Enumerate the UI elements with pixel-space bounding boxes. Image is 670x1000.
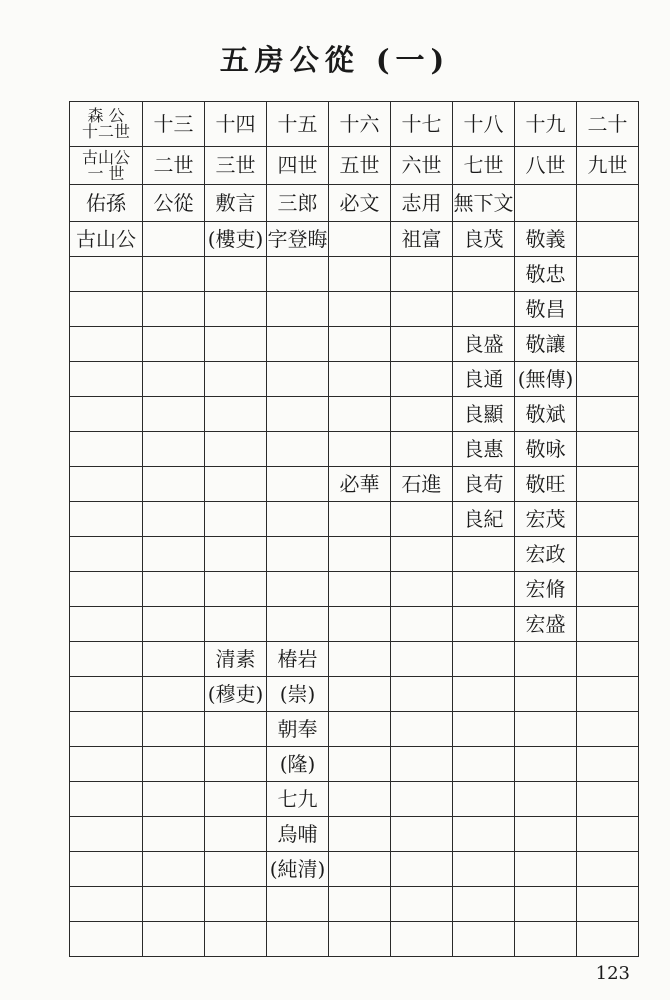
table-cell [205,607,267,642]
table-cell [391,572,453,607]
generation-cell: 六世 [391,147,453,185]
table-cell [453,292,515,327]
table-cell: (樓吏) [205,222,267,257]
table-cell [391,817,453,852]
table-cell [70,922,143,957]
table-cell [205,922,267,957]
table-cell [143,257,205,292]
table-cell [267,887,329,922]
generation-cell: 九世 [577,147,639,185]
table-cell [267,922,329,957]
table-cell [205,397,267,432]
table-cell [391,397,453,432]
table-cell [329,607,391,642]
table-cell [577,397,639,432]
name-cell: 無下文 [453,185,515,222]
table-cell [515,747,577,782]
generation-label-line: 一 世 [87,163,125,183]
table-row [70,327,639,362]
table-cell [515,922,577,957]
table-cell [391,852,453,887]
table-cell: 烏哺 [267,817,329,852]
table-cell [329,362,391,397]
table-cell [329,712,391,747]
table-cell [391,327,453,362]
table-cell [329,817,391,852]
table-row [70,782,639,817]
table-cell [453,712,515,747]
table-cell: 良盛 [453,327,515,362]
name-cell: 敷言 [205,185,267,222]
table-cell [267,607,329,642]
table-cell: 古山公 [70,222,143,257]
table-cell [329,572,391,607]
table-cell [205,817,267,852]
table-cell [515,852,577,887]
table-cell: 必華 [329,467,391,502]
table-cell [577,782,639,817]
table-cell [515,817,577,852]
table-cell [267,257,329,292]
table-cell [391,292,453,327]
table-cell [205,467,267,502]
table-cell [453,922,515,957]
table-cell [329,432,391,467]
table-cell [143,572,205,607]
table-cell: 敬義 [515,222,577,257]
name-cell [515,185,577,222]
table-cell: 宏政 [515,537,577,572]
table-cell: (純清) [267,852,329,887]
table-cell [453,852,515,887]
table-cell [329,747,391,782]
table-cell [143,817,205,852]
table-row [70,922,639,957]
table-cell: 祖富 [391,222,453,257]
table-row [70,852,639,887]
table-cell: (崇) [267,677,329,712]
table-cell [205,502,267,537]
table-cell: 敬斌 [515,397,577,432]
table-cell [453,887,515,922]
generation-label-line: 古山公 [81,147,130,167]
generation-cell: 十五 [267,102,329,147]
table-cell [391,782,453,817]
table-cell [143,537,205,572]
table-cell [329,782,391,817]
table-cell [577,922,639,957]
table-cell [329,642,391,677]
table-cell [70,502,143,537]
table-cell [329,677,391,712]
name-cell: 佑孫 [70,185,143,222]
table-cell [70,467,143,502]
table-cell [577,362,639,397]
table-cell: 宏盛 [515,607,577,642]
table-row [70,642,639,677]
table-cell [329,397,391,432]
table-cell [453,642,515,677]
table-cell [70,747,143,782]
table-cell [143,502,205,537]
table-row [70,747,639,782]
generation-cell: 十六 [329,102,391,147]
table-row [70,257,639,292]
table-cell [515,677,577,712]
table-cell [577,327,639,362]
table-row [70,292,639,327]
table-cell [577,817,639,852]
generation-label [70,102,143,147]
table-cell [329,222,391,257]
table-cell [329,922,391,957]
table-cell: 良惠 [453,432,515,467]
table-cell: 良顯 [453,397,515,432]
table-cell [205,572,267,607]
table-cell [453,607,515,642]
generation-label-line: 森 公 [87,106,125,125]
table-cell [70,572,143,607]
table-cell [70,817,143,852]
table-cell [391,537,453,572]
table-cell [577,712,639,747]
table-row [70,362,639,397]
table-row [70,432,639,467]
table-cell [267,397,329,432]
table-cell [329,257,391,292]
table-cell [577,572,639,607]
table-cell [453,817,515,852]
table-row [70,677,639,712]
table-cell [577,852,639,887]
table-cell [267,537,329,572]
table-cell [515,782,577,817]
table-cell [515,712,577,747]
table-cell [577,747,639,782]
table-cell [205,747,267,782]
table-cell [577,292,639,327]
name-cell: 必文 [329,185,391,222]
table-cell [515,642,577,677]
table-cell [70,432,143,467]
table-cell [267,467,329,502]
table-cell [577,537,639,572]
table-cell [267,292,329,327]
table-cell [577,642,639,677]
table-cell [143,607,205,642]
table-cell [70,397,143,432]
table-cell [205,292,267,327]
table-cell [453,572,515,607]
generation-label [70,147,143,185]
name-cell [577,185,639,222]
table-cell [453,677,515,712]
table-cell: 石進 [391,467,453,502]
table-cell [143,642,205,677]
table-cell [70,642,143,677]
table-cell [143,922,205,957]
table-cell: 宏脩 [515,572,577,607]
table-cell [143,747,205,782]
table-cell [143,852,205,887]
generation-cell: 二十 [577,102,639,147]
table-cell [577,677,639,712]
table-cell: (穆吏) [205,677,267,712]
table-row [70,222,639,257]
name-cell: 志用 [391,185,453,222]
table-cell [205,327,267,362]
table-cell [205,852,267,887]
table-cell: (隆) [267,747,329,782]
generation-cell: 八世 [515,147,577,185]
table-cell [267,432,329,467]
table-cell [70,852,143,887]
table-cell: 敬忠 [515,257,577,292]
table-cell [515,887,577,922]
table-cell [205,432,267,467]
name-cell: 公從 [143,185,205,222]
table-cell: 良紀 [453,502,515,537]
table-cell: 七九 [267,782,329,817]
table-cell [143,782,205,817]
table-row [70,607,639,642]
table-cell [143,677,205,712]
table-cell: 椿岩 [267,642,329,677]
table-cell [205,257,267,292]
table-cell: 宏茂 [515,502,577,537]
table-cell [329,502,391,537]
table-cell [391,677,453,712]
table-cell [391,362,453,397]
table-cell: 良苟 [453,467,515,502]
table-cell [143,362,205,397]
table-cell [70,257,143,292]
table-row [70,572,639,607]
table-row [70,712,639,747]
table-cell: 良通 [453,362,515,397]
table-cell [70,537,143,572]
table-cell [329,292,391,327]
names-row [70,185,639,222]
page-title: 五房公從 (一) [219,43,451,77]
table-cell [143,432,205,467]
table-cell: 敬旺 [515,467,577,502]
table-cell [329,327,391,362]
table-cell [267,572,329,607]
generation-cell: 二世 [143,147,205,185]
table-cell [453,257,515,292]
table-cell [329,887,391,922]
table-cell: 敬讓 [515,327,577,362]
table-cell [391,887,453,922]
table-cell [391,607,453,642]
generation-label-line: 十二世 [81,122,130,141]
page-number: 123 [595,963,630,984]
table-cell [205,362,267,397]
table-cell: 良茂 [453,222,515,257]
table-cell [453,747,515,782]
table-cell: 朝奉 [267,712,329,747]
generation-cell: 十三 [143,102,205,147]
name-cell: 三郎 [267,185,329,222]
generation-cell: 十九 [515,102,577,147]
table-cell [205,537,267,572]
table-cell [70,712,143,747]
table-cell [70,782,143,817]
table-cell [143,222,205,257]
table-cell [391,502,453,537]
table-row [70,887,639,922]
table-cell [70,292,143,327]
generation-cell: 十八 [453,102,515,147]
table-cell [143,292,205,327]
table-cell [70,362,143,397]
table-cell [577,257,639,292]
table-row [70,397,639,432]
table-row [70,537,639,572]
table-cell [143,712,205,747]
table-cell [143,887,205,922]
table-cell [329,852,391,887]
table-cell [577,502,639,537]
table-cell [70,327,143,362]
generation-cell: 十四 [205,102,267,147]
table-cell [577,222,639,257]
table-cell [70,887,143,922]
table-cell [391,257,453,292]
table-cell [577,432,639,467]
table-cell [205,782,267,817]
header-row [70,147,639,185]
generation-cell: 十七 [391,102,453,147]
table-cell: 敬昌 [515,292,577,327]
table-row [70,817,639,852]
table-cell [577,887,639,922]
table-cell [267,502,329,537]
table-cell [267,327,329,362]
table-cell [391,712,453,747]
table-cell: 字登晦 [267,222,329,257]
table-cell [70,607,143,642]
table-cell [143,467,205,502]
table-cell [143,327,205,362]
table-cell: (無傳) [515,362,577,397]
table-cell: 清素 [205,642,267,677]
table-cell [391,642,453,677]
table-cell [577,467,639,502]
table-cell [329,537,391,572]
generation-cell: 三世 [205,147,267,185]
header-row [70,102,639,147]
table-cell [205,712,267,747]
table-cell [143,397,205,432]
table-cell: 敬咏 [515,432,577,467]
table-cell [70,677,143,712]
table-cell [453,537,515,572]
table-row [70,467,639,502]
generation-cell: 五世 [329,147,391,185]
generation-cell: 七世 [453,147,515,185]
table-row [70,502,639,537]
genealogy-table [69,101,639,957]
table-cell [453,782,515,817]
table-cell [391,432,453,467]
table-cell [205,887,267,922]
table-cell [267,362,329,397]
table-cell [577,607,639,642]
table-cell [391,922,453,957]
table-cell [391,747,453,782]
generation-cell: 四世 [267,147,329,185]
